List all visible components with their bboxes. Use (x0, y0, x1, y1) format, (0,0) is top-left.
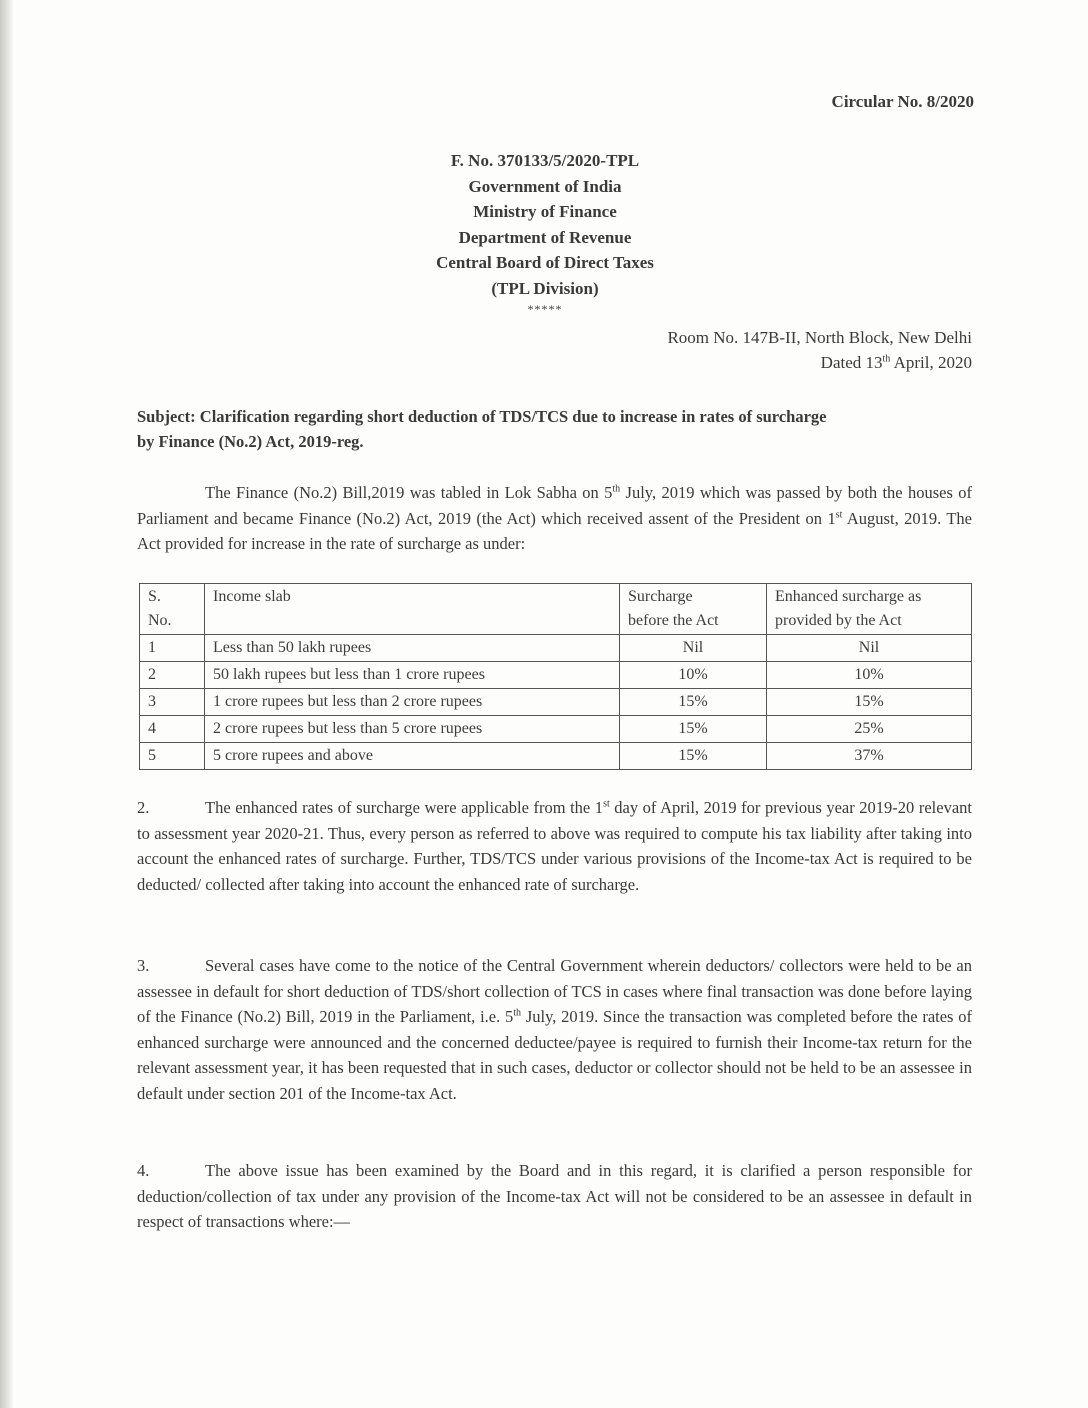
board-line: Central Board of Direct Taxes (436, 253, 654, 272)
cell-surcharge-before: Nil (620, 635, 767, 662)
division-line: (TPL Division) (491, 278, 599, 298)
date-line: Dated 13th April, 2020 (820, 353, 972, 372)
paragraph-3: 3. Several cases have come to the notice of the Central Government wherein deductors/ collectors were held to be an assessee in default for short deduction of TDS/short collection of TCS in cases where final transaction was done before laying of the Finance (No.2) Bill, 2019 in the Parliament, i.e. 5th July, 2019. Since the transaction was completed before the rates of enhanced surcharge were announced and the concerned deductee/payee is required to furnish their Income-tax return for the relevant assessment year, it has been requested that in such cases, deductor or collector should not be held to be an assessee in default under section 201 of the Income-tax Act. (137, 953, 972, 1106)
cell-sno: 4 (140, 716, 205, 743)
cell-enhanced-surcharge: 10% (767, 662, 972, 689)
header-sno: S. No. (140, 584, 205, 635)
file-number: F. No. 370133/5/2020-TPL (450, 151, 640, 170)
table-row (140, 716, 972, 743)
government-line: Government of India (468, 176, 622, 196)
cell-enhanced-surcharge: Nil (767, 635, 972, 662)
paragraph-4: 4. The above issue has been examined by the Board and in this regard, it is clarified a person responsible for deduction/collection of tax under any provision of the Income-tax Act will not be considered to be an assessee in default in respect of transactions where:— (137, 1158, 972, 1235)
cell-surcharge-before: 15% (620, 689, 767, 716)
cell-enhanced-surcharge: 15% (767, 689, 972, 716)
intro-paragraph: The Finance (No.2) Bill,2019 was tabled in Lok Sabha on 5th July, 2019 which was passed by both the houses of Parliament and became Finance (No.2) Act, 2019 (the Act) which received assent of the President on 1st August, 2019. The Act provided for increase in the rate of surcharge as under: (137, 483, 973, 553)
table-row (140, 689, 972, 716)
table-row (140, 662, 972, 689)
address-block (667, 325, 972, 375)
circular-number: Circular No. 8/2020 (831, 92, 974, 111)
cell-sno: 1 (140, 635, 205, 662)
table-row (140, 743, 972, 770)
cell-enhanced-surcharge: 37% (767, 743, 972, 770)
issuing-authority-block (340, 148, 750, 317)
header-enhanced-surcharge: Enhanced surcharge as provided by the Act (767, 584, 972, 635)
paragraph-2: 2. The enhanced rates of surcharge were applicable from the 1st day of April, 2019 for previous year 2019-20 relevant to assessment year 2020-21. Thus, every person as referred to above was required to compute his tax liability after taking into account the enhanced rates of surcharge. Further, TDS/TCS under various provisions of the Income-tax Act is required to be deducted/ collected after taking into account the enhanced rate of surcharge. (137, 795, 972, 897)
table-header-row (140, 584, 972, 635)
cell-enhanced-surcharge: 25% (767, 716, 972, 743)
cell-income-slab: 5 crore rupees and above (205, 743, 620, 770)
cell-surcharge-before: 15% (620, 716, 767, 743)
cell-income-slab: 1 crore rupees but less than 2 crore rupees (205, 689, 620, 716)
cell-income-slab: 50 lakh rupees but less than 1 crore rupees (205, 662, 620, 689)
table-row (140, 635, 972, 662)
ministry-line: Ministry of Finance (473, 202, 617, 221)
cell-sno: 3 (140, 689, 205, 716)
cell-income-slab: 2 crore rupees but less than 5 crore rupees (205, 716, 620, 743)
department-line: Department of Revenue (458, 227, 632, 247)
paragraph-number: 3. (137, 956, 150, 975)
cell-sno: 5 (140, 743, 205, 770)
room-address: Room No. 147B-II, North Block, New Delhi (667, 328, 972, 347)
paragraph-number: 2. (137, 798, 150, 817)
separator-stars: ***** (527, 302, 563, 316)
paragraph-number: 4. (137, 1161, 150, 1180)
cell-surcharge-before: 15% (620, 743, 767, 770)
surcharge-rate-table (139, 583, 972, 770)
header-surcharge-before: Surcharge before the Act (620, 584, 767, 635)
header-income-slab: Income slab (205, 584, 620, 635)
cell-income-slab: Less than 50 lakh rupees (205, 635, 620, 662)
cell-surcharge-before: 10% (620, 662, 767, 689)
subject-heading: Subject: Clarification regarding short deduction of TDS/TCS due to increase in rates of surcharge by Finance (No.2) Act, 2019-reg. (137, 407, 827, 451)
cell-sno: 2 (140, 662, 205, 689)
